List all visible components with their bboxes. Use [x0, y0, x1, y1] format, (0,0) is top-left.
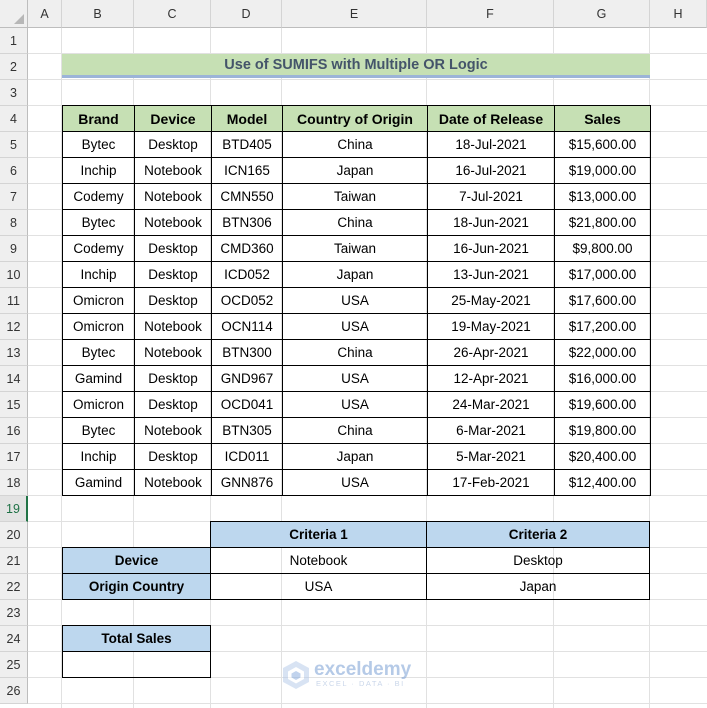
brand-cell[interactable]: Codemy — [63, 236, 135, 262]
brand-cell[interactable]: Bytec — [63, 418, 135, 444]
brand-cell[interactable]: Omicron — [63, 288, 135, 314]
country-cell[interactable]: Japan — [283, 262, 428, 288]
header-brand[interactable]: Brand — [63, 106, 135, 132]
column-header-h[interactable]: H — [650, 0, 707, 28]
row-header-18[interactable]: 18 — [0, 470, 28, 496]
brand-cell[interactable]: Inchip — [63, 262, 135, 288]
date-cell[interactable]: 6-Mar-2021 — [428, 418, 555, 444]
row-header-26[interactable]: 26 — [0, 678, 28, 704]
table-row — [63, 444, 651, 470]
model-cell[interactable]: BTD405 — [212, 132, 283, 158]
sales-cell[interactable]: $17,000.00 — [555, 262, 651, 288]
brand-cell[interactable]: Bytec — [63, 340, 135, 366]
table-row — [63, 314, 651, 340]
sheet-title[interactable]: Use of SUMIFS with Multiple OR Logic — [62, 54, 650, 78]
watermark-name: exceldemy — [314, 659, 412, 680]
country-cell[interactable]: China — [283, 210, 428, 236]
table-row — [63, 366, 651, 392]
row-header-23[interactable]: 23 — [0, 600, 28, 626]
country-cell[interactable]: USA — [283, 366, 428, 392]
table-row — [63, 236, 651, 262]
column-header-b[interactable]: B — [62, 0, 134, 28]
row-header-1[interactable]: 1 — [0, 28, 28, 54]
table-row — [63, 184, 651, 210]
sales-cell[interactable]: $21,800.00 — [555, 210, 651, 236]
date-cell[interactable]: 19-May-2021 — [428, 314, 555, 340]
model-cell[interactable]: BTN305 — [212, 418, 283, 444]
device-cell[interactable]: Desktop — [135, 236, 212, 262]
country-cell[interactable]: USA — [283, 288, 428, 314]
brand-cell[interactable]: Inchip — [63, 444, 135, 470]
model-cell[interactable]: GNN876 — [212, 470, 283, 496]
brand-cell[interactable]: Gamind — [63, 470, 135, 496]
date-cell[interactable]: 16-Jul-2021 — [428, 158, 555, 184]
date-cell[interactable]: 7-Jul-2021 — [428, 184, 555, 210]
device-cell[interactable]: Notebook — [135, 158, 212, 184]
row-header-7[interactable]: 7 — [0, 184, 28, 210]
country-cell[interactable]: USA — [283, 314, 428, 340]
row-header-20[interactable]: 20 — [0, 522, 28, 548]
brand-cell[interactable]: Inchip — [63, 158, 135, 184]
sales-cell[interactable]: $15,600.00 — [555, 132, 651, 158]
model-cell[interactable]: ICN165 — [212, 158, 283, 184]
column-header-f[interactable]: F — [427, 0, 554, 28]
row-header-3[interactable]: 3 — [0, 80, 28, 106]
model-cell[interactable]: BTN300 — [212, 340, 283, 366]
table-row — [63, 340, 651, 366]
date-cell[interactable]: 13-Jun-2021 — [428, 262, 555, 288]
origin-country-label[interactable]: Origin Country — [62, 573, 211, 600]
total-sales-label[interactable]: Total Sales — [62, 625, 211, 652]
date-cell[interactable]: 17-Feb-2021 — [428, 470, 555, 496]
sales-cell[interactable]: $20,400.00 — [555, 444, 651, 470]
device-cell[interactable]: Notebook — [135, 210, 212, 236]
column-header-c[interactable]: C — [134, 0, 211, 28]
column-header-d[interactable]: D — [211, 0, 282, 28]
sales-cell[interactable]: $19,600.00 — [555, 392, 651, 418]
row-header-22[interactable]: 22 — [0, 574, 28, 600]
row-header-25[interactable]: 25 — [0, 652, 28, 678]
country-cell[interactable]: China — [283, 132, 428, 158]
model-cell[interactable]: OCD041 — [212, 392, 283, 418]
table-row — [63, 262, 651, 288]
date-cell[interactable]: 5-Mar-2021 — [428, 444, 555, 470]
date-cell[interactable]: 12-Apr-2021 — [428, 366, 555, 392]
device-cell[interactable]: Notebook — [135, 184, 212, 210]
model-cell[interactable]: CMN550 — [212, 184, 283, 210]
sales-cell[interactable]: $19,800.00 — [555, 418, 651, 444]
row-header-5[interactable]: 5 — [0, 132, 28, 158]
row-header-2[interactable]: 2 — [0, 54, 28, 80]
device-cell[interactable]: Desktop — [135, 288, 212, 314]
row-header-12[interactable]: 12 — [0, 314, 28, 340]
device-cell[interactable]: Notebook — [135, 314, 212, 340]
row-header-10[interactable]: 10 — [0, 262, 28, 288]
sales-cell[interactable]: $17,600.00 — [555, 288, 651, 314]
date-cell[interactable]: 18-Jul-2021 — [428, 132, 555, 158]
country-cell[interactable]: China — [283, 418, 428, 444]
country-cell[interactable]: USA — [283, 392, 428, 418]
row-header-8[interactable]: 8 — [0, 210, 28, 236]
device-cell[interactable]: Desktop — [135, 366, 212, 392]
date-cell[interactable]: 18-Jun-2021 — [428, 210, 555, 236]
column-header-a[interactable]: A — [28, 0, 62, 28]
sales-cell[interactable]: $13,000.00 — [555, 184, 651, 210]
model-cell[interactable]: OCN114 — [212, 314, 283, 340]
country-cell[interactable]: Japan — [283, 444, 428, 470]
device-cell[interactable]: Notebook — [135, 470, 212, 496]
select-all-corner[interactable] — [0, 0, 28, 28]
country-cell[interactable]: Taiwan — [283, 184, 428, 210]
country-cell[interactable]: Japan — [283, 158, 428, 184]
criteria-1-header[interactable]: Criteria 1 — [210, 521, 427, 548]
row-header-14[interactable]: 14 — [0, 366, 28, 392]
origin-criteria-1[interactable]: USA — [210, 573, 427, 600]
model-cell[interactable]: OCD052 — [212, 288, 283, 314]
table-row — [63, 470, 651, 496]
device-cell[interactable]: Desktop — [135, 392, 212, 418]
sales-table — [62, 105, 651, 496]
criteria-2-header[interactable]: Criteria 2 — [426, 521, 650, 548]
column-header-e[interactable]: E — [282, 0, 427, 28]
header-date-of-release[interactable]: Date of Release — [428, 106, 555, 132]
header-device[interactable]: Device — [135, 106, 212, 132]
model-cell[interactable]: CMD360 — [212, 236, 283, 262]
sales-cell[interactable]: $9,800.00 — [555, 236, 651, 262]
row-header-24[interactable]: 24 — [0, 626, 28, 652]
device-cell[interactable]: Notebook — [135, 418, 212, 444]
table-row — [63, 288, 651, 314]
watermark-tagline: EXCEL · DATA · BI — [316, 679, 405, 688]
row-header-6[interactable]: 6 — [0, 158, 28, 184]
header-model[interactable]: Model — [212, 106, 283, 132]
country-cell[interactable]: USA — [283, 470, 428, 496]
device-cell[interactable]: Notebook — [135, 340, 212, 366]
brand-cell[interactable]: Omicron — [63, 314, 135, 340]
row-header-19[interactable]: 19 — [0, 496, 28, 522]
exceldemy-logo-icon — [282, 660, 310, 690]
row-header-16[interactable]: 16 — [0, 418, 28, 444]
brand-cell[interactable]: Gamind — [63, 366, 135, 392]
sales-cell[interactable]: $22,000.00 — [555, 340, 651, 366]
row-header-4[interactable]: 4 — [0, 106, 28, 132]
table-row — [63, 158, 651, 184]
brand-cell[interactable]: Omicron — [63, 392, 135, 418]
model-cell[interactable]: ICD011 — [212, 444, 283, 470]
date-cell[interactable]: 16-Jun-2021 — [428, 236, 555, 262]
model-cell[interactable]: ICD052 — [212, 262, 283, 288]
column-header-g[interactable]: G — [554, 0, 650, 28]
header-country-of-origin[interactable]: Country of Origin — [283, 106, 428, 132]
table-row — [63, 392, 651, 418]
sales-table-body — [63, 132, 651, 496]
row-header-21[interactable]: 21 — [0, 548, 28, 574]
device-cell[interactable]: Desktop — [135, 132, 212, 158]
origin-criteria-2[interactable]: Japan — [426, 573, 650, 600]
date-cell[interactable]: 25-May-2021 — [428, 288, 555, 314]
exceldemy-watermark — [282, 660, 411, 690]
model-cell[interactable]: GND967 — [212, 366, 283, 392]
row-header-9[interactable]: 9 — [0, 236, 28, 262]
table-row — [63, 132, 651, 158]
brand-cell[interactable]: Bytec — [63, 132, 135, 158]
model-cell[interactable]: BTN306 — [212, 210, 283, 236]
brand-cell[interactable]: Bytec — [63, 210, 135, 236]
device-cell[interactable]: Desktop — [135, 444, 212, 470]
row-header-13[interactable]: 13 — [0, 340, 28, 366]
date-cell[interactable]: 26-Apr-2021 — [428, 340, 555, 366]
row-header-11[interactable]: 11 — [0, 288, 28, 314]
sales-cell[interactable]: $16,000.00 — [555, 366, 651, 392]
sales-cell[interactable]: $12,400.00 — [555, 470, 651, 496]
sales-cell[interactable]: $17,200.00 — [555, 314, 651, 340]
total-sales-value[interactable] — [62, 651, 211, 678]
row-header-17[interactable]: 17 — [0, 444, 28, 470]
header-sales[interactable]: Sales — [555, 106, 651, 132]
country-cell[interactable]: China — [283, 340, 428, 366]
table-row — [63, 210, 651, 236]
device-label[interactable]: Device — [62, 547, 211, 574]
date-cell[interactable]: 24-Mar-2021 — [428, 392, 555, 418]
device-cell[interactable]: Desktop — [135, 262, 212, 288]
brand-cell[interactable]: Codemy — [63, 184, 135, 210]
country-cell[interactable]: Taiwan — [283, 236, 428, 262]
device-criteria-2[interactable]: Desktop — [426, 547, 650, 574]
sales-cell[interactable]: $19,000.00 — [555, 158, 651, 184]
device-criteria-1[interactable]: Notebook — [210, 547, 427, 574]
row-header-15[interactable]: 15 — [0, 392, 28, 418]
table-row — [63, 418, 651, 444]
